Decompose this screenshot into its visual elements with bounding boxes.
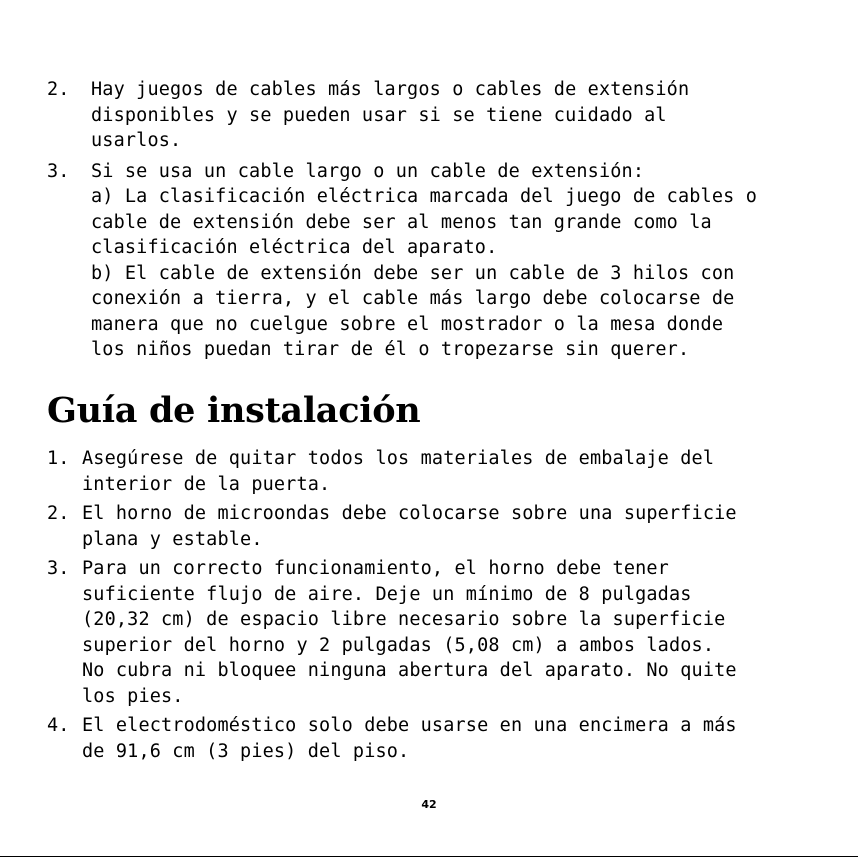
text-line: usarlos. [91,130,182,151]
list-item-text [82,446,858,497]
list-item-number: 4. [47,715,70,736]
text-line: suficiente flujo de aire. Deje un mínimo de 8 pulgadas [82,583,692,605]
installation-guide-list [0,446,858,764]
text-line: El horno de microondas debe colocarse sobre una superficie [82,503,737,524]
list-item [0,446,858,497]
text-line: Hay juegos de cables más largos o cables de extensión [91,79,690,100]
list-item-number: 3. [47,160,70,182]
text-line: clasificación eléctrica del aparato. [91,237,498,258]
text-line: Para un correcto funcionamiento, el horno debe tener [82,558,669,579]
text-line: plana y estable. [82,528,263,550]
list-item-text [91,159,858,363]
section-heading: Guía de instalación [47,390,421,431]
list-item-number: 3. [47,558,70,579]
text-line: Si se usa un cable largo o un cable de extensión: [91,160,645,182]
list-item [0,77,858,154]
text-line: interior de la puerta. [82,473,331,495]
list-item [0,501,858,552]
list-item [0,159,858,363]
text-line: los pies. [82,685,184,707]
text-line: b) El cable de extensión debe ser un cable de 3 hilos con [91,262,735,284]
text-line: disponibles y se pueden usar si se tiene cuidado al [91,104,667,126]
text-line: El electrodoméstico solo debe usarse en una encimera a más [82,715,737,736]
list-item-text [82,501,858,552]
list-item-number: 2. [47,503,70,524]
list-item-number: 1. [47,448,70,469]
list-item [0,713,858,764]
text-line: manera que no cuelgue sobre el mostrador o la mesa donde [91,313,724,335]
text-line: cable de extensión debe ser al menos tan grande como la [91,211,712,233]
text-line: de 91,6 cm (3 pies) del piso. [82,740,410,762]
text-line: a) La clasificación eléctrica marcada del juego de cables o [91,186,757,207]
page-bottom-rule [0,856,858,857]
text-line: los niños puedan tirar de él o tropezarse sin querer. [91,339,690,360]
text-line: No cubra ni bloquee ninguna abertura del aparato. No quite [82,660,737,681]
text-line: Asegúrese de quitar todos los materiales de embalaje del [82,448,715,469]
page-number: 42 [421,798,437,811]
text-line: conexión a tierra, y el cable más largo debe colocarse de [91,288,735,309]
list-item [0,556,858,709]
list-item-text [82,556,858,709]
extension-cord-list [0,77,858,363]
list-item-text [91,77,858,154]
list-item-text [82,713,858,764]
text-line: (20,32 cm) de espacio libre necesario sobre la superficie [82,609,726,630]
list-item-number: 2. [47,79,70,100]
text-line: superior del horno y 2 pulgadas (5,08 cm) a ambos lados. [82,634,715,656]
